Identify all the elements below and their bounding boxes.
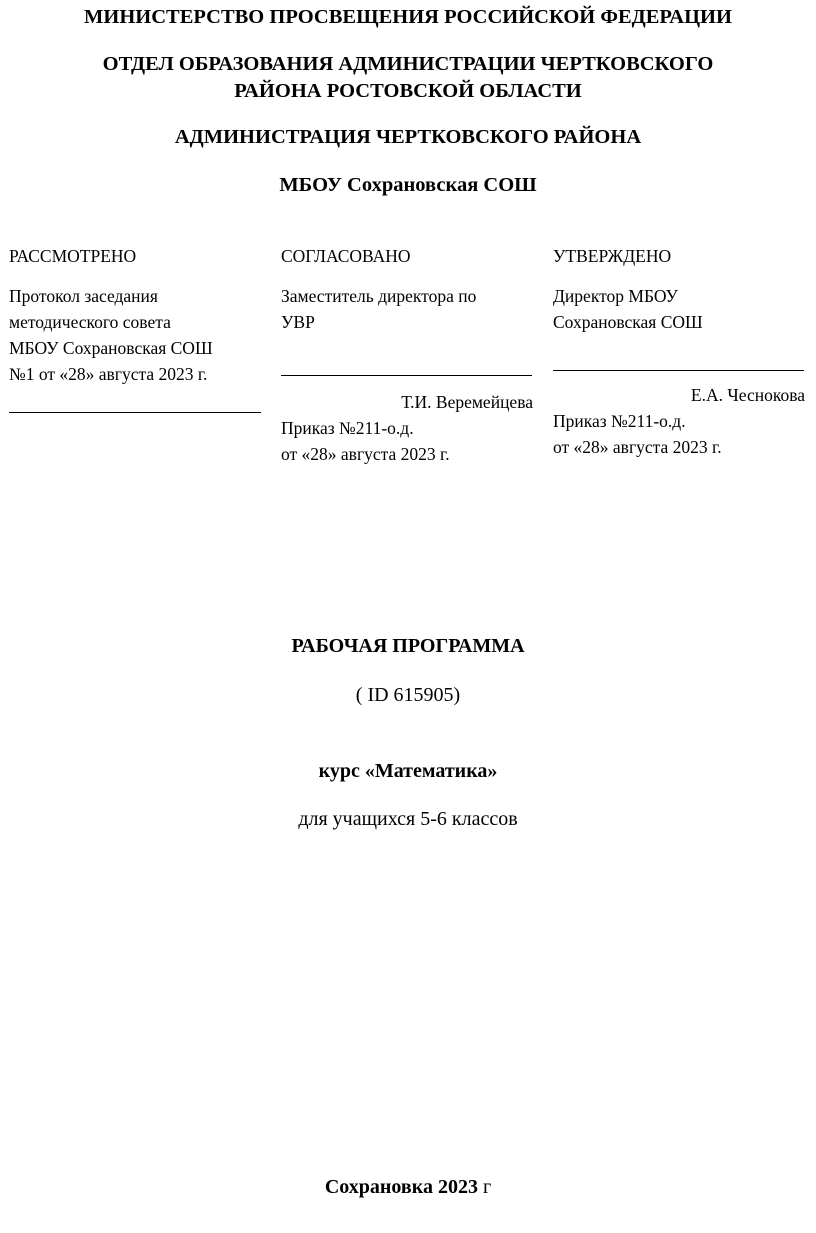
reviewed-caption: РАССМОТРЕНО	[9, 246, 137, 266]
reviewed-line: МБОУ Сохрановская СОШ	[9, 338, 213, 358]
agreed-line: Заместитель директора по	[281, 286, 477, 306]
reviewed-signature-line	[9, 412, 261, 413]
footer-place-year	[0, 1174, 816, 1200]
department-heading-line2: РАЙОНА РОСТОВСКОЙ ОБЛАСТИ	[234, 80, 582, 102]
administration-heading: АДМИНИСТРАЦИЯ ЧЕРТКОВСКОГО РАЙОНА	[174, 126, 642, 148]
approved-signer-name: Е.А. Чеснокова	[690, 385, 805, 405]
school-heading: МБОУ Сохрановская СОШ	[279, 174, 537, 196]
agreed-block	[281, 243, 535, 335]
reviewed-line: №1 от «28» августа 2023 г.	[9, 364, 208, 384]
approved-signature-line	[553, 370, 804, 371]
agreed-signature-line	[281, 375, 532, 376]
agreed-order: Приказ №211-о.д.	[281, 418, 414, 438]
course-name: курс «Математика»	[318, 760, 498, 782]
approved-line: Директор МБОУ	[553, 286, 678, 306]
ministry-heading: МИНИСТЕРСТВО ПРОСВЕЩЕНИЯ РОССИЙСКОЙ ФЕДЕРАЦИИ	[84, 6, 732, 28]
footer-year-suffix: г	[477, 1176, 492, 1198]
agreed-date: от «28» августа 2023 г.	[281, 444, 450, 464]
approved-caption: УТВЕРЖДЕНО	[553, 246, 672, 266]
agreed-signer-name: Т.И. Веремейцева	[401, 392, 533, 412]
program-title: РАБОЧАЯ ПРОГРАММА	[291, 635, 525, 657]
approved-block	[553, 243, 807, 335]
agreed-caption: СОГЛАСОВАНО	[281, 246, 411, 266]
reviewed-line: методического совета	[9, 312, 171, 332]
agreed-signer-block	[281, 389, 533, 467]
reviewed-line: Протокол заседания	[9, 286, 158, 306]
reviewed-block	[9, 243, 269, 387]
approved-date: от «28» августа 2023 г.	[553, 437, 722, 457]
approved-line: Сохрановская СОШ	[553, 312, 703, 332]
approved-signer-block	[553, 382, 805, 460]
agreed-line: УВР	[281, 312, 315, 332]
program-id: ( ID 615905)	[355, 684, 461, 706]
approved-order: Приказ №211-о.д.	[553, 411, 686, 431]
course-audience: для учащихся 5-6 классов	[298, 808, 518, 830]
department-heading-line1: ОТДЕЛ ОБРАЗОВАНИЯ АДМИНИСТРАЦИИ ЧЕРТКОВСКОГО	[102, 53, 714, 75]
footer-place-year-text: Сохрановка 2023	[324, 1176, 478, 1198]
